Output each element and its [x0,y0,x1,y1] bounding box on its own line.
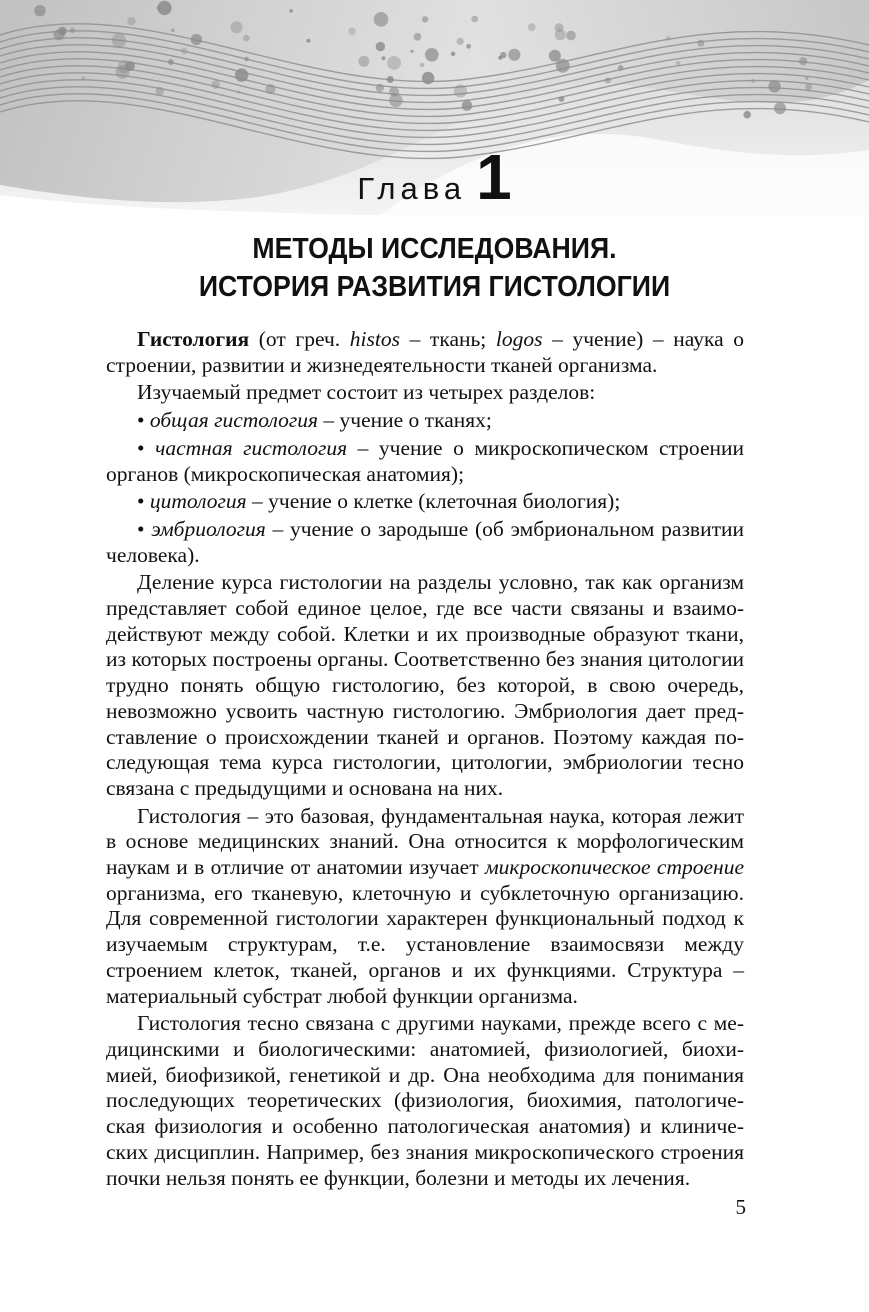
intro-term: Гистология [137,327,250,351]
wave-dot [774,102,786,114]
wave-dot [231,21,243,33]
paragraph-base-science: Гистология – это базовая, фундаментальная наука, которая лежит в основе медицинских знаний. Она относится к морфологическим наукам и в отличие от анатомии изучает микроскопическое строение организма, его тканевую, клеточную и субклеточную организацию. Для современной гистологии характерен функциональный подход к изучаемым структурам, т.е. установление взаимосвязи между строением клеток, тканей, органов и их функциями. Структура – материальный субстрат любой функции организма. [106,803,744,1008]
wave-dot [799,57,807,65]
wave-dot [34,5,45,16]
wave-dot [566,31,576,41]
wave-dot [666,36,671,41]
wave-dot [156,87,164,95]
wave-dot [805,84,812,91]
wave-dot [743,111,751,119]
wave-dot [559,96,565,102]
paragraph-division: Деление курса гистологии на разделы условно, так как организм представляет собой единое целое, где все части связаны и взаимодействуют между собой. Клетки и их производные образуют ткани, из которых построены органы. Соответственно без знания цитологии трудно понять общую гистологию, без которой, в свою очередь, невозможно усвоить частную гистологию. Эмбриология дает представление о происхождении тканей и органов. Поэтому каждая последующая тема курса гистологии, цитологии, эмбриологии тесно связана с предыдущими и основана на них. [106,570,744,800]
wave-dot [618,65,624,71]
wave-dot [191,34,202,45]
wave-dot [549,50,561,62]
wave-dot [211,80,220,89]
wave-dot [374,12,389,27]
wave-dot [420,63,424,67]
wave-dot [805,77,808,80]
wave-dot [235,68,248,81]
wave-dot [555,29,566,40]
wave-dot [414,33,422,41]
intro-paragraph: Гистология (от греч. histos – ткань; logos – учение) – наука о строении, развитии и жизнедеятельности тканей организма. [106,327,744,377]
wave-dot [697,40,704,47]
wave-dot [125,61,135,71]
list-item: • цитология – учение о клетке (клеточная биология); [137,489,621,514]
wave-dot [376,42,385,51]
chapter-number: 1 [476,141,512,213]
wave-dot [381,56,385,60]
wave-dot [265,84,275,94]
paragraph-related-sciences: Гистология тесно связана с другими науками, прежде всего с медицинскими и биологическими: анатомией, физиологией, биохимией, биофизикой, генетикой и др. Она необходима для понимания последующих теоретических (физиология, биохимия, патологическая физиология и особенно патологическая анатомия) и клинических дисциплин. Например, без знания микроскопического строения почки нельзя понять ее функции, болезни и методы их лечения. [106,1011,744,1190]
wave-dot [348,28,356,36]
wave-dot [498,56,502,60]
body-text [106,327,744,1193]
chapter-title-line-2: ИСТОРИЯ РАЗВИТИЯ ГИСТОЛОГИИ [198,271,671,303]
chapter-title [35,230,834,306]
page-number: 5 [735,1195,746,1219]
wave-dot [410,50,413,53]
wave-dot [605,77,611,83]
wave-dot [181,48,188,55]
wave-dot [306,39,310,43]
wave-dot [556,59,570,73]
wave-dot [58,27,67,36]
wave-dot [70,27,76,33]
list-item: • эмбриология – учение о зародыше (об эмбриональном развитии человека). [106,516,744,567]
wave-dot [466,44,471,49]
wave-dot [127,17,135,25]
wave-dot [676,61,680,65]
wave-dot [422,72,434,84]
wave-dot [289,9,293,13]
wave-dot [243,35,250,42]
wave-dot [528,23,536,31]
wave-dot [387,56,401,70]
wave-dot [454,84,467,97]
chapter-heading [0,140,869,213]
wave-dot [457,38,464,45]
wave-dot [244,57,249,62]
wave-dot [425,48,439,62]
wave-dot [387,76,394,83]
wave-dot [462,100,473,111]
wave-dot [358,56,369,67]
wave-dot [237,91,240,94]
wave-dot [376,84,384,92]
wave-dot [168,59,174,65]
wave-dot [768,80,780,92]
wave-dot [471,16,478,23]
list-item: • частная гистология – учение о микроскопическом строении органов (микроскопическая анатомия); [106,435,745,486]
wave-dot [389,94,403,108]
chapter-label: Глава [357,171,467,206]
wave-dot [81,76,85,80]
wave-dot [171,29,174,32]
wave-dot [751,79,755,83]
list-item: • общая гистология – учение о тканях; [137,408,492,433]
wave-dot [422,16,428,22]
wave-dot [156,6,160,10]
wave-dot [508,49,520,61]
sections-intro: Изучаемый предмет состоит из четырех разделов: [137,380,596,405]
wave-dot [451,52,455,56]
wave-dot [112,33,126,47]
chapter-title-line-1: МЕТОДЫ ИССЛЕДОВАНИЯ. [252,233,617,265]
